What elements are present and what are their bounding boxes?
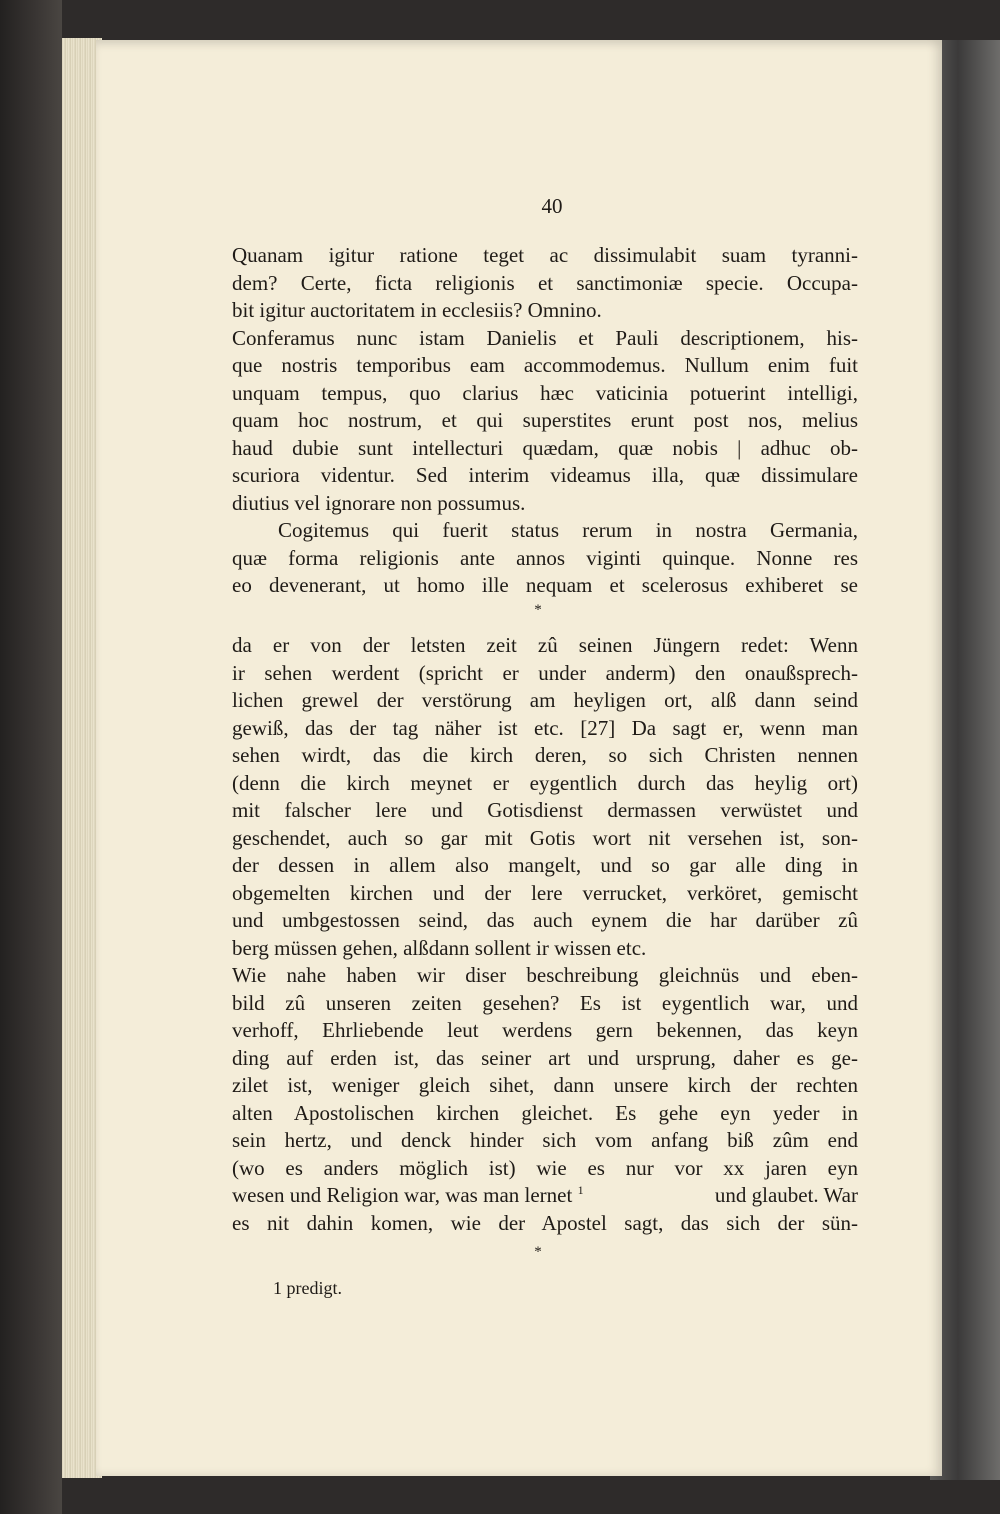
latin-line-9: scuriora videntur. Sed interim videamus illa, quæ dissimulare <box>232 463 858 487</box>
german-line-17: zilet ist, weniger gleich sihet, dann unsere kirch der rechten <box>232 1073 858 1097</box>
german-line-3: lichen grewel der verstörung am heyligen ort, alß dann seind <box>232 688 858 712</box>
book-page <box>96 40 942 1476</box>
german-line-18: alten Apostolischen kirchen gleichet. Es gehe eyn yeder in <box>232 1101 858 1125</box>
german-line-12: berg müssen gehen, alßdann sollent ir wissen etc. <box>232 936 647 960</box>
german-line-10: obgemelten kirchen und der lere verrucket, verköret, gemischt <box>232 881 858 905</box>
german-line-15: verhoff, Ehrliebende leut werdens gern bekennen, das keyn <box>232 1018 858 1042</box>
latin-line-10: diutius vel ignorare non possumus. <box>232 491 526 515</box>
german-line-11: und umbgestossen seind, das auch eynem die har darüber zû <box>232 908 858 932</box>
footnote: 1 predigt. <box>273 1278 342 1298</box>
german-line-6: (denn die kirch meynet er eygentlich durch das heylig ort) <box>232 771 858 795</box>
german-line-22: es nit dahin komen, wie der Apostel sagt, das sich der sün- <box>232 1211 858 1235</box>
german-line-21-end: und glaubet. War <box>714 1183 858 1207</box>
german-line-20: (wo es anders möglich ist) wie es nur vor xx jaren eyn <box>232 1156 858 1180</box>
german-line-16: ding auf erden ist, das seiner art und ursprung, daher es ge- <box>232 1046 858 1070</box>
latin-line-1: Quanam igitur ratione teget ac dissimulabit suam tyranni- <box>232 243 858 267</box>
german-line-14: bild zû unseren zeiten gesehen? Es ist eygentlich war, und <box>232 991 858 1015</box>
german-line-7: mit falscher lere und Gotisdienst dermassen verwüstet und <box>232 798 858 822</box>
latin-line-3: bit igitur auctoritatem in ecclesiis? Omnino. <box>232 298 602 322</box>
german-line-13: Wie nahe haben wir diser beschreibung gleichnüs und eben- <box>232 963 858 987</box>
page-number: 40 <box>541 194 563 218</box>
german-line-19: sein hertz, und denck hinder sich vom anfang biß zûm end <box>232 1128 858 1152</box>
latin-line-6: unquam tempus, quo clarius hæc vaticinia potuerint intelligi, <box>232 381 858 405</box>
separator-asterisk-2: * <box>534 1244 542 1260</box>
footnote-marker: 1 <box>577 1183 584 1197</box>
german-line-5: sehen wirdt, das die kirch deren, so sich Christen nennen <box>232 743 858 767</box>
latin-line-8: haud dubie sunt intellecturi quædam, quæ nobis | adhuc ob- <box>232 436 858 460</box>
book-cover-left <box>0 0 62 1514</box>
german-line-9: der dessen in allem also mangelt, und so gar alle ding in <box>232 853 858 877</box>
latin-line-4: Conferamus nunc istam Danielis et Pauli descriptionem, his- <box>232 326 858 350</box>
german-line-2: ir sehen werdent (spricht er under anderm) den onaußsprech- <box>232 661 858 685</box>
german-line-21 <box>232 1182 858 1208</box>
german-line-21-start: wesen und Religion war, was man lernet $^1$ <box>232 1183 584 1207</box>
latin-line-5: que nostris temporibus eam accommodemus. Nullum enim fuit <box>232 353 858 377</box>
latin-line-12: quæ forma religionis ante annos viginti quinque. Nonne res <box>232 546 858 570</box>
latin-line-2: dem? Certe, ficta religionis et sanctimoniæ specie. Occupa- <box>232 271 858 295</box>
german-line-1: da er von der letsten zeit zû seinen Jüngern redet: Wenn <box>232 633 858 657</box>
separator-asterisk: * <box>534 602 542 618</box>
latin-line-13: eo devenerant, ut homo ille nequam et scelerosus exhiberet se <box>232 573 858 597</box>
german-line-4: gewiß, das der tag näher ist etc. [27] Da sagt er, wenn man <box>232 716 858 740</box>
latin-line-7: quam hoc nostrum, et qui superstites erunt post nos, melius <box>232 408 858 432</box>
german-line-8: geschendet, auch so gar mit Gotis wort nit versehen ist, son- <box>232 826 858 850</box>
latin-line-11: Cogitemus qui fuerit status rerum in nostra Germania, <box>278 518 858 542</box>
